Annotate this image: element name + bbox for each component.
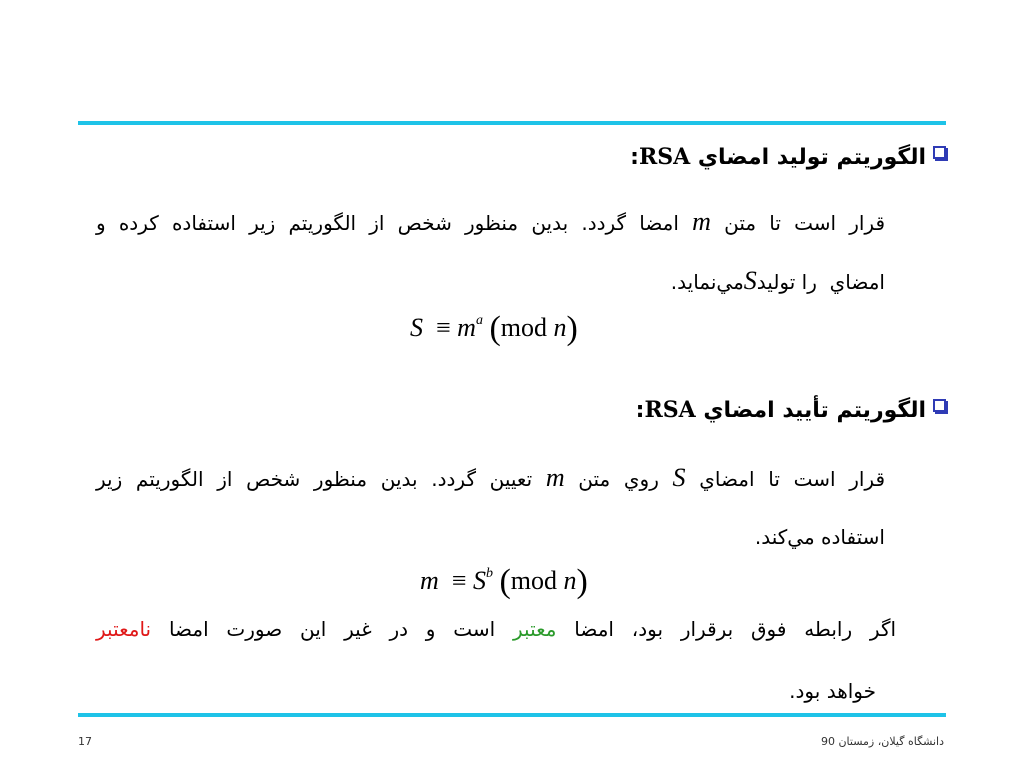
var-m: m (545, 463, 565, 492)
section1-heading (630, 144, 926, 170)
section1-line1-a: قرار است تا متن (724, 211, 886, 235)
bottom-rule (78, 713, 946, 717)
formula-sign-n: n (553, 313, 567, 342)
section1-heading-text: الگوريتم توليد امضاي (690, 145, 926, 170)
var-s: S (672, 463, 686, 492)
conclusion-b: است و در غير اين صورت امضا (168, 617, 496, 641)
formula-sign-base: m (457, 313, 476, 342)
var-m: m (692, 207, 711, 236)
section1-line2 (671, 266, 885, 296)
section1-line2-b: را توليد (756, 270, 817, 294)
checkbox-bullet-icon (933, 146, 946, 159)
section2-heading (636, 397, 926, 423)
section2-line1 (96, 463, 885, 493)
formula-verify-mod: mod (510, 566, 558, 595)
formula-sign-mod: mod (500, 313, 548, 342)
formula-sign-equiv: ≡ (436, 313, 451, 342)
section1-line2-c: مي‌نمايد. (670, 270, 744, 294)
formula-verify-equiv: ≡ (451, 566, 467, 595)
conclusion-line2: خواهد بود. (789, 679, 876, 703)
section2-heading-rsa: RSA (644, 397, 696, 423)
formula-verify-base: S (472, 566, 486, 595)
formula-verify-exp: b (485, 566, 493, 581)
section2-line1-a: قرار است تا امضاي (699, 467, 886, 491)
invalid-word: نامعتبر (96, 617, 152, 641)
formula-verify: $m \equiv S^b$ (mod n) (420, 563, 588, 600)
top-rule (78, 121, 946, 125)
section1-line1-b: امضا گردد. بدين منظور شخص از الگوريتم زير استفاده كرده و (96, 211, 679, 235)
conclusion-a: اگر رابطه فوق برقرار بود، امضا (574, 617, 897, 641)
formula-sign: $S \equiv m^a$ (mod n) (410, 310, 578, 347)
section2-heading-text: الگوريتم تأييد امضاي (695, 398, 926, 423)
formula-sign-exp: a (475, 313, 483, 328)
valid-word: معتبر (513, 617, 557, 641)
var-s: S (743, 266, 757, 295)
section2-line1-c: تعيين گردد. بدين منظور شخص از الگوريتم زير (96, 467, 533, 491)
page-number: 17 (78, 735, 92, 748)
conclusion-line1 (96, 617, 896, 641)
section1-line1 (96, 207, 885, 237)
formula-verify-lhs: m (420, 566, 439, 595)
section1-heading-colon: : (630, 145, 639, 170)
footer-institution: دانشگاه گيلان، زمستان 90 (820, 735, 944, 748)
section2-heading-colon: : (635, 398, 645, 423)
checkbox-bullet-icon (933, 399, 946, 412)
section2-line1-b: روي متن (578, 467, 659, 491)
section1-line2-a: امضاي (829, 270, 885, 294)
formula-sign-lhs: S (410, 313, 423, 342)
section1-heading-rsa: RSA (638, 144, 691, 170)
formula-verify-n: n (563, 566, 577, 595)
section2-line2: استفاده مي‌كند. (754, 525, 885, 549)
